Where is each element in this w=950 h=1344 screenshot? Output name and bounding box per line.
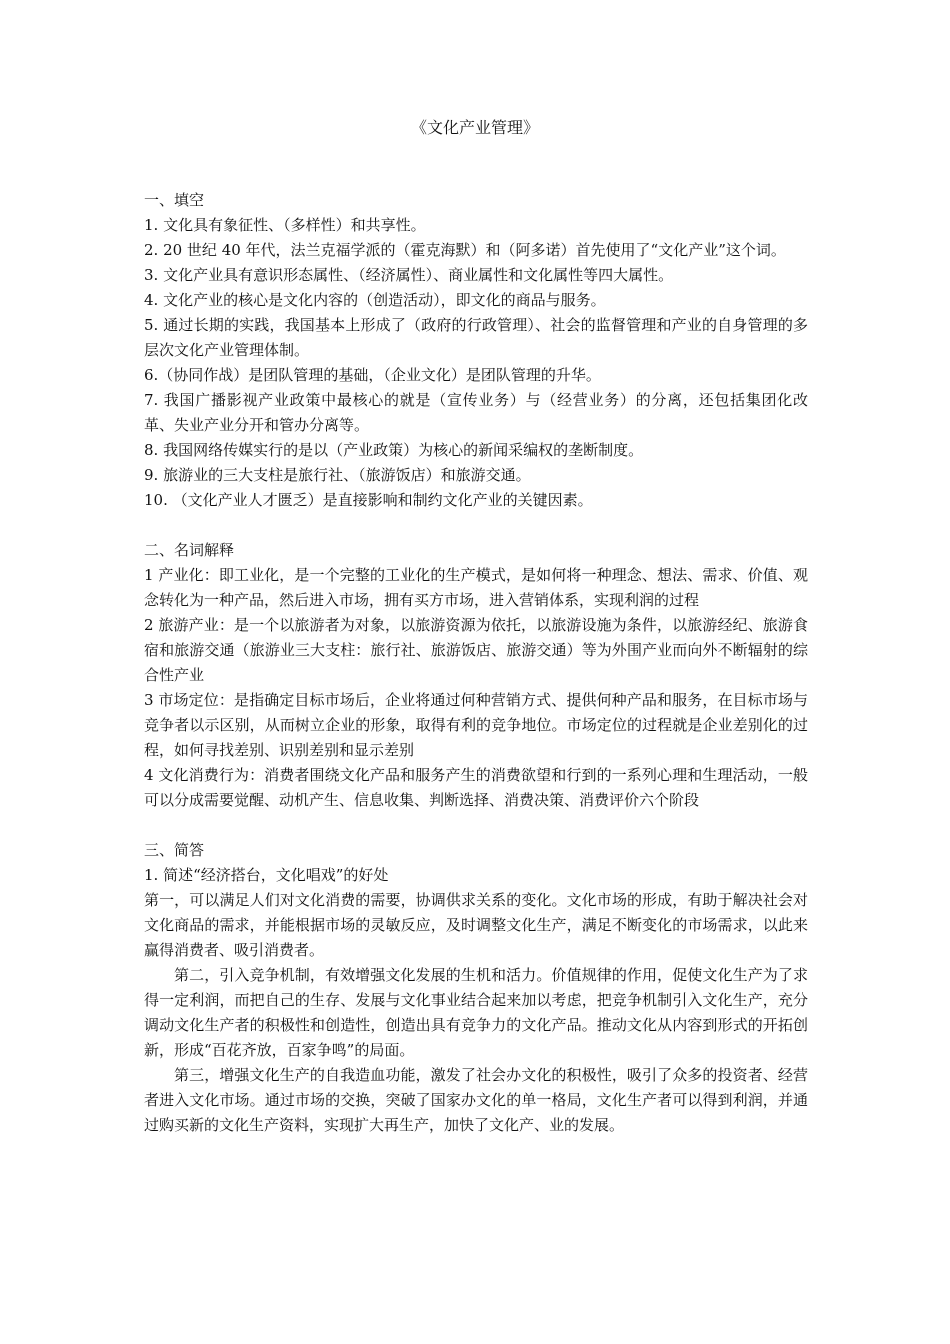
term-item-1: 1 产业化：即工业化，是一个完整的工业化的生产模式，是如何将一种理念、想法、需求、价值、观念转化为一种产品，然后进入市场，拥有买方市场，进入营销体系，实现利润的过程	[144, 566, 808, 609]
document-title: 《文化产业管理》	[410, 118, 539, 137]
document-body	[144, 188, 808, 1138]
answer-paragraph-1: 第一，可以满足人们对文化消费的需要，协调供求关系的变化。文化市场的形成，有助于解决社会对文化商品的需求，并能根据市场的灵敏反应，及时调整文化生产，满足不断变化的市场需求，以此来赢得消费者、吸引消费者。	[144, 891, 808, 959]
section-heading-fill-in: 一、填空	[144, 191, 205, 209]
fill-item-7: 7. 我国广播影视产业政策中最核心的就是（宣传业务）与（经营业务）的分离，还包括集团化改革、失业产业分开和管办分离等。	[144, 391, 808, 434]
answer-paragraph-3: 第三，增强文化生产的自我造血功能，激发了社会办文化的积极性，吸引了众多的投资者、经营者进入文化市场。通过市场的交换，突破了国家办文化的单一格局，文化生产者可以得到利润，并通过购买新的文化生产资料，实现扩大再生产，加快了文化产、业的发展。	[144, 1066, 808, 1134]
fill-item-1: 1. 文化具有象征性、（多样性）和共享性。	[144, 216, 426, 234]
fill-item-4: 4. 文化产业的核心是文化内容的（创造活动），即文化的商品与服务。	[144, 291, 606, 309]
fill-item-8: 8. 我国网络传媒实行的是以（产业政策）为核心的新闻采编权的垄断制度。	[144, 441, 644, 459]
fill-item-6: 6.（协同作战）是团队管理的基础，（企业文化）是团队管理的升华。	[144, 366, 601, 384]
term-item-2: 2 旅游产业：是一个以旅游者为对象，以旅游资源为依托，以旅游设施为条件，以旅游经纪、旅游食宿和旅游交通（旅游业三大支柱：旅行社、旅游饭店、旅游交通）等为外围产业而向外不断辐射的综合性产业	[144, 616, 808, 684]
fill-item-10: 10. （文化产业人才匮乏）是直接影响和制约文化产业的关键因素。	[144, 491, 593, 509]
fill-item-3: 3. 文化产业具有意识形态属性、（经济属性）、商业属性和文化属性等四大属性。	[144, 266, 674, 284]
section-heading-short-answer: 三、简答	[144, 841, 205, 859]
fill-item-5: 5. 通过长期的实践，我国基本上形成了（政府的行政管理）、社会的监督管理和产业的自身管理的多层次文化产业管理体制。	[144, 316, 808, 359]
section-spacer	[144, 513, 808, 538]
section-spacer	[144, 813, 808, 838]
answer-paragraph-2: 第二，引入竞争机制，有效增强文化发展的生机和活力。价值规律的作用，促使文化生产为了求得一定利润，而把自己的生存、发展与文化事业结合起来加以考虑，把竞争机制引入文化生产，充分调动文化生产者的积极性和创造性，创造出具有竞争力的文化产品。推动文化从内容到形式的开拓创新，形成“百花齐放，百家争鸣”的局面。	[144, 966, 808, 1059]
fill-item-2: 2. 20 世纪 40 年代，法兰克福学派的（霍克海默）和（阿多诺）首先使用了“文化产业”这个词。	[144, 241, 786, 259]
term-item-3: 3 市场定位：是指确定目标市场后，企业将通过何种营销方式、提供何种产品和服务，在目标市场与竞争者以示区别，从而树立企业的形象，取得有利的竞争地位。市场定位的过程就是企业差别化的过程，如何寻找差别、识别差别和显示差别	[144, 691, 808, 759]
term-item-4: 4 文化消费行为：消费者围绕文化产品和服务产生的消费欲望和行到的一系列心理和生理活动，一般可以分成需要觉醒、动机产生、信息收集、判断选择、消费决策、消费评价六个阶段	[144, 766, 808, 809]
fill-item-9: 9. 旅游业的三大支柱是旅行社、（旅游饭店）和旅游交通。	[144, 466, 531, 484]
section-heading-terms: 二、名词解释	[144, 541, 235, 559]
short-answer-question: 1. 简述“经济搭台，文化唱戏”的好处	[144, 866, 389, 884]
